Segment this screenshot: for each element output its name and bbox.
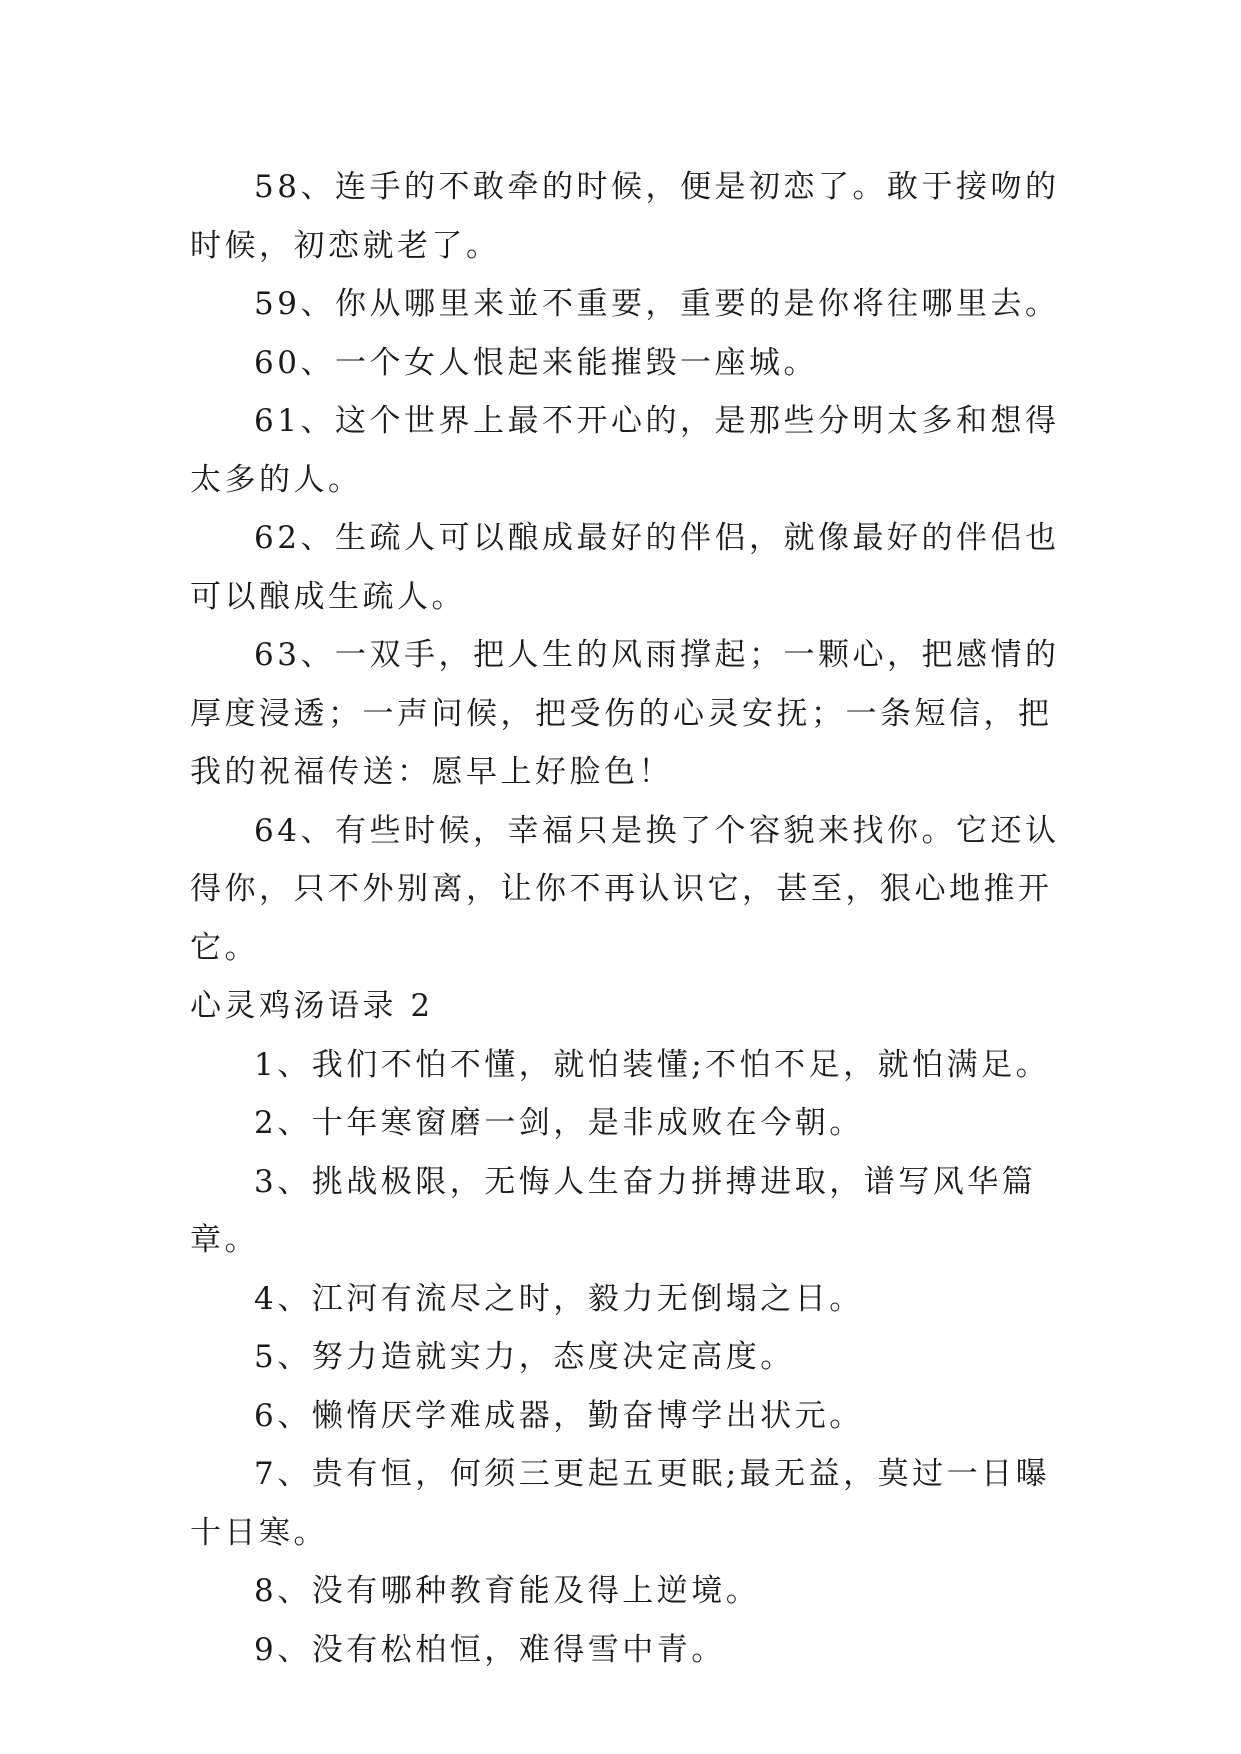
paragraph-6: 6、懒惰厌学难成器，勤奋博学出状元。 — [254, 1397, 864, 1434]
paragraph-64: 64、有些时候，幸福只是换了个容貌来找你。它还认得你，只不外别离，让你不再认识它，甚至，狠心地推开它。 — [190, 812, 1060, 966]
paragraph-59: 59、你从哪里来並不重要，重要的是你将往哪里去。 — [254, 286, 1060, 322]
paragraph-58: 58、连手的不敢牵的时候，便是初恋了。敢于接吻的时候，初恋就老了。 — [190, 169, 1060, 264]
paragraph-5: 5、努力造就实力，态度决定高度。 — [254, 1339, 795, 1375]
paragraph-4: 4、江河有流尽之时，毅力无倒塌之日。 — [254, 1280, 864, 1317]
paragraph-61: 61、这个世界上最不开心的，是那些分明太多和想得太多的人。 — [190, 403, 1060, 498]
paragraph-62: 62、生疏人可以酿成最好的伴侣，就像最好的伴侣也可以酿成生疏人。 — [190, 520, 1060, 615]
paragraph-1: 1、我们不怕不懂，就怕装懂;不怕不足，就怕满足。 — [254, 1046, 1051, 1083]
paragraph-8: 8、没有哪种教育能及得上逆境。 — [254, 1573, 761, 1609]
paragraph-60: 60、一个女人恨起来能摧毁一座城。 — [254, 344, 818, 381]
paragraph-7: 7、贵有恒，何须三更起五更眠;最无益，莫过一日曝十日寒。 — [190, 1456, 1051, 1551]
paragraph-9: 9、没有松柏恒，难得雪中青。 — [254, 1631, 726, 1668]
document-body — [190, 158, 1070, 1679]
section-heading: 心灵鸡汤语录 2 — [190, 988, 434, 1024]
paragraph-63: 63、一双手，把人生的风雨撑起；一颗心，把感情的厚度浸透；一声问候，把受伤的心灵安抚；一条短信，把我的祝福传送：愿早上好脸色！ — [190, 637, 1060, 790]
paragraph-3: 3、挑战极限，无悔人生奋力拼搏进取，谱写风华篇章。 — [190, 1163, 1037, 1258]
paragraph-2: 2、十年寒窗磨一剑，是非成败在今朝。 — [254, 1105, 864, 1141]
